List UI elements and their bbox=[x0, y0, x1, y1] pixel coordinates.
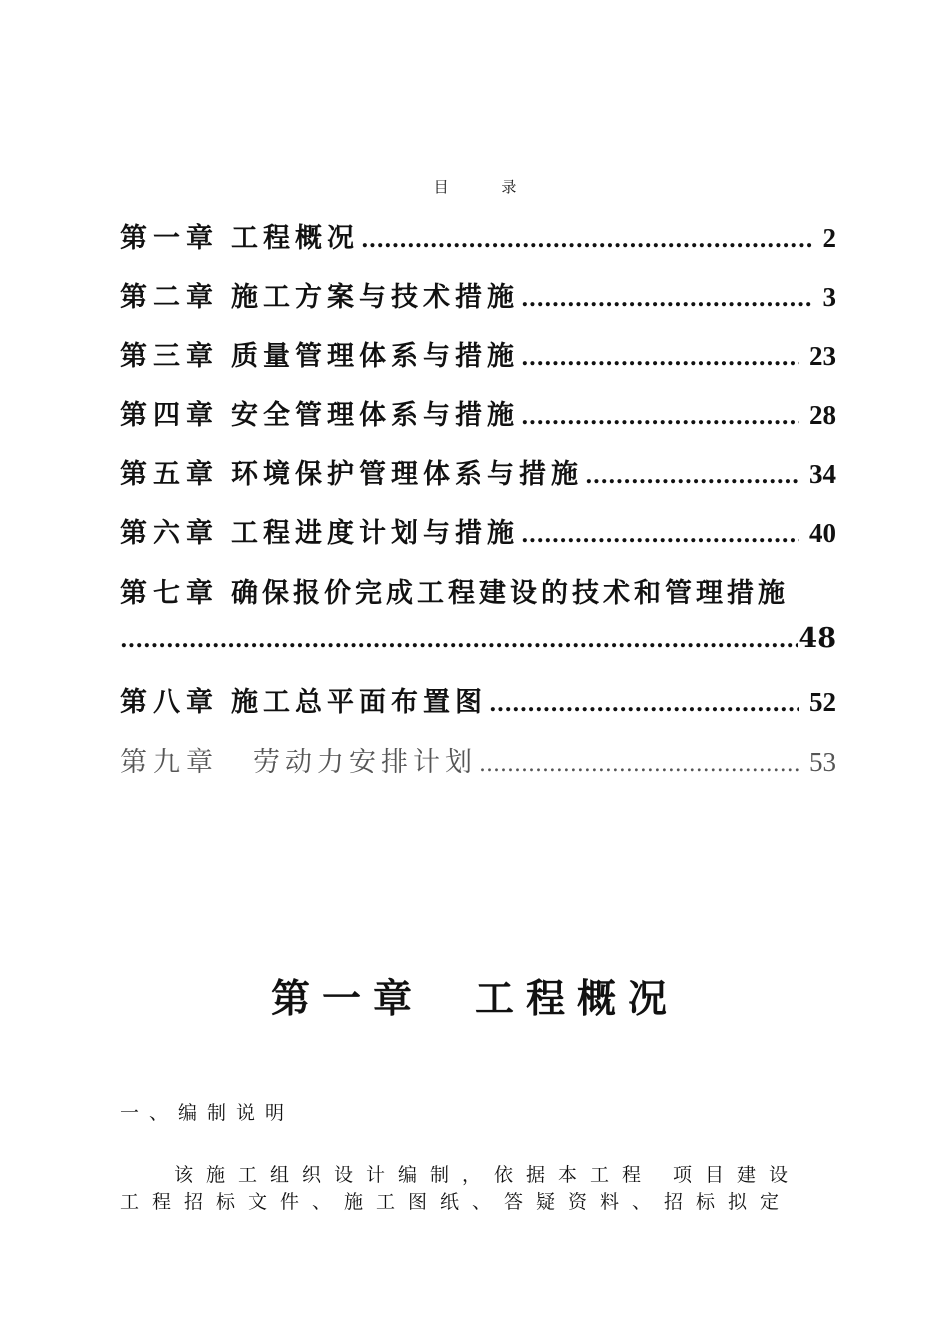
toc-page-number: 28 bbox=[809, 400, 836, 430]
toc-chapter-label: 第二章 bbox=[120, 282, 219, 313]
chapter-title: 第一章 工程概况 bbox=[270, 976, 679, 1022]
toc-entry-7-continuation[interactable] bbox=[120, 623, 836, 654]
toc-page-number: 3 bbox=[822, 282, 836, 312]
toc-leader-dots bbox=[521, 404, 799, 430]
toc-chapter-label: 第四章 bbox=[120, 400, 219, 431]
toc-chapter-label: 第九章 bbox=[120, 747, 219, 778]
toc-leader-dots bbox=[521, 286, 813, 312]
toc-title: 工程概况 bbox=[231, 223, 359, 254]
toc-title: 施工总平面布置图 bbox=[231, 687, 487, 718]
toc-page-number: 34 bbox=[809, 459, 836, 489]
toc-title: 质量管理体系与措施 bbox=[231, 341, 519, 372]
toc-title: 安全管理体系与措施 bbox=[231, 400, 519, 431]
toc-title: 确保报价完成工程建设的技术和管理措施 bbox=[231, 578, 789, 609]
toc-leader-dots bbox=[120, 627, 798, 653]
toc-entry-3[interactable] bbox=[120, 334, 836, 373]
toc-page-number: 23 bbox=[809, 341, 836, 371]
toc-page-number: 53 bbox=[809, 747, 836, 777]
toc-page-number: 48 bbox=[798, 623, 836, 654]
section-heading: 一、编制说明 bbox=[120, 1102, 295, 1124]
toc-chapter-label: 第一章 bbox=[120, 223, 219, 254]
toc-leader-dots bbox=[521, 345, 799, 371]
toc-title: 工程进度计划与措施 bbox=[231, 518, 519, 549]
toc-chapter-label: 第八章 bbox=[120, 687, 219, 718]
toc-chapter-label: 第六章 bbox=[120, 518, 219, 549]
toc-leader-dots bbox=[521, 522, 799, 548]
paragraph-line-1: 该施工组织设计编制，依据本工程 项目建设 bbox=[174, 1164, 802, 1186]
toc-entry-6[interactable] bbox=[120, 511, 836, 550]
toc-title: 劳动力安排计划 bbox=[253, 747, 477, 778]
toc-title: 环境保护管理体系与措施 bbox=[231, 459, 583, 490]
paragraph-line-2: 工程招标文件、施工图纸、答疑资料、招标拟定 bbox=[120, 1191, 793, 1213]
toc-page-number: 2 bbox=[822, 223, 836, 253]
toc-page-number: 40 bbox=[809, 518, 836, 548]
toc-leader-dots bbox=[361, 227, 813, 253]
toc-heading: 目 录 bbox=[433, 178, 517, 196]
toc-leader-dots bbox=[585, 463, 799, 489]
toc-entry-2[interactable] bbox=[120, 275, 836, 314]
toc-chapter-label: 第七章 bbox=[120, 578, 219, 609]
toc-entry-4[interactable] bbox=[120, 393, 836, 432]
toc-page-number: 52 bbox=[809, 687, 836, 717]
toc-entry-9[interactable] bbox=[120, 740, 836, 779]
toc-entry-5[interactable] bbox=[120, 452, 836, 491]
toc-entry-8[interactable] bbox=[120, 680, 836, 719]
toc-entry-7[interactable] bbox=[120, 571, 836, 610]
toc-chapter-label: 第三章 bbox=[120, 341, 219, 372]
toc-entry-1[interactable] bbox=[120, 216, 836, 255]
toc-chapter-label: 第五章 bbox=[120, 459, 219, 490]
toc-title: 施工方案与技术措施 bbox=[231, 282, 519, 313]
toc-leader-dots bbox=[479, 752, 799, 777]
toc-leader-dots bbox=[489, 691, 799, 717]
